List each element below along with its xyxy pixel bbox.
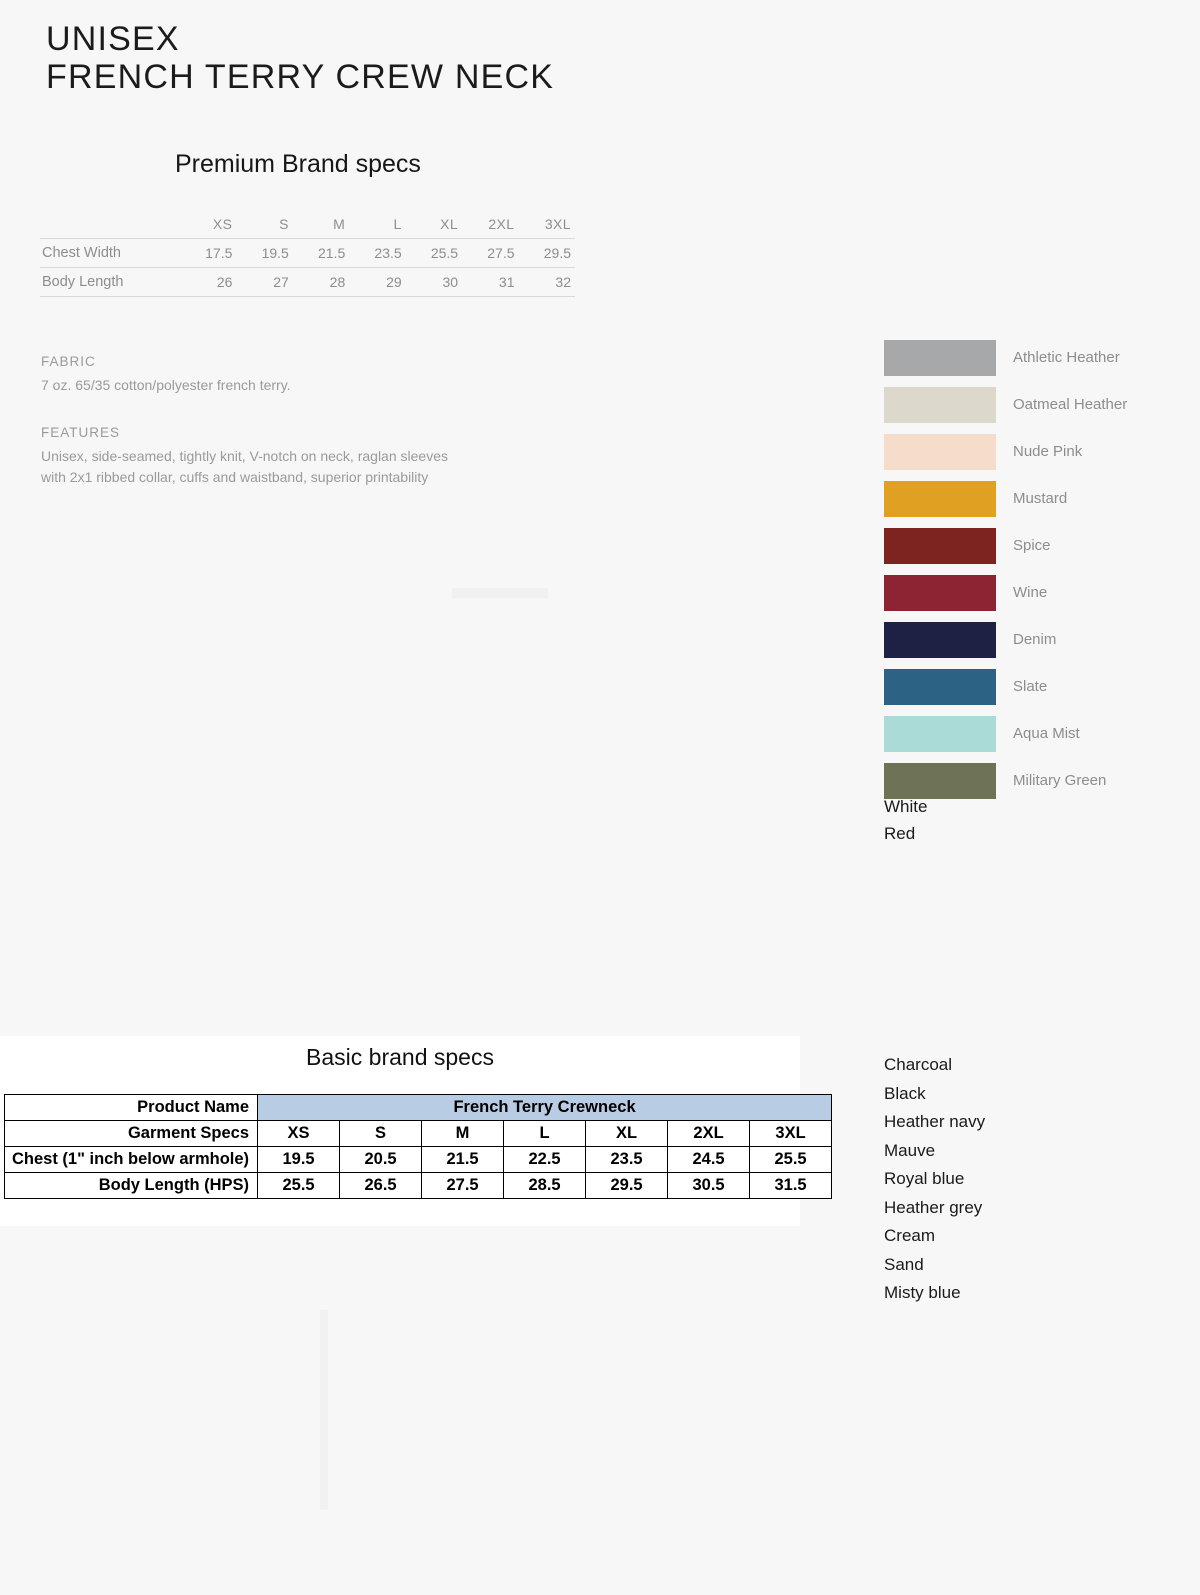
basic-size-xs: XS — [258, 1121, 340, 1147]
swatch-label: Nude Pink — [1013, 443, 1083, 460]
list-item — [884, 522, 1127, 569]
list-item — [884, 475, 1127, 522]
premium-chest-2xl: 27.5 — [487, 245, 515, 261]
product-name-value: French Terry Crewneck — [258, 1095, 832, 1121]
premium-size-xs: XS — [212, 216, 233, 232]
scan-artifact — [320, 1310, 328, 1510]
list-item: Heather grey — [884, 1197, 983, 1217]
premium-size-s: S — [279, 216, 289, 232]
basic-chest-m: 21.5 — [422, 1147, 504, 1173]
list-item: Misty blue — [884, 1283, 961, 1302]
list-item: Heather navy — [884, 1112, 986, 1131]
list-item: Charcoal — [884, 1055, 953, 1074]
basic-chest-xs: 19.5 — [258, 1147, 340, 1173]
plain-color-list-top — [884, 793, 927, 847]
basic-chest-3xl: 25.5 — [750, 1147, 832, 1173]
swatch-label: Mustard — [1013, 490, 1068, 507]
table-header-row — [5, 1121, 832, 1147]
premium-size-table — [40, 210, 575, 297]
swatch-label: Athletic Heather — [1013, 349, 1120, 366]
fabric-text: 7 oz. 65/35 cotton/polyester french terry. — [41, 376, 291, 393]
basic-size-l: L — [504, 1121, 586, 1147]
premium-length-2xl: 31 — [498, 274, 515, 290]
basic-size-xl: XL — [586, 1121, 668, 1147]
premium-chest-m: 21.5 — [317, 245, 346, 261]
premium-length-m: 28 — [329, 274, 346, 290]
list-item — [884, 334, 1127, 381]
list-item — [884, 663, 1127, 710]
list-item: Red — [884, 824, 916, 843]
basic-length-3xl: 31.5 — [750, 1173, 832, 1199]
swatch-chip-slate — [884, 669, 996, 705]
premium-length-l: 29 — [386, 274, 402, 290]
fabric-label: FABRIC — [41, 354, 96, 369]
swatch-label: Military Green — [1013, 772, 1107, 789]
list-item: Sand — [884, 1254, 924, 1274]
list-item — [884, 710, 1127, 757]
swatch-chip-aqua-mist — [884, 716, 996, 752]
basic-chest-s: 20.5 — [340, 1147, 422, 1173]
basic-specs-heading: Basic brand specs — [306, 1044, 494, 1070]
premium-specs-heading: Premium Brand specs — [175, 150, 421, 178]
swatch-chip-mustard — [884, 481, 996, 517]
premium-length-3xl: 32 — [555, 274, 571, 290]
premium-length-xl: 30 — [442, 274, 459, 290]
basic-row-label-length: Body Length (HPS) — [5, 1173, 258, 1199]
list-item: Black — [884, 1083, 926, 1103]
premium-row-label-length: Body Length — [42, 274, 124, 290]
list-item — [884, 381, 1127, 428]
basic-length-s: 26.5 — [340, 1173, 422, 1199]
table-header-row — [40, 210, 575, 239]
swatch-chip-wine — [884, 575, 996, 611]
plain-color-list-bottom — [884, 1051, 985, 1308]
list-item: Royal blue — [884, 1169, 965, 1188]
table-row — [40, 239, 575, 268]
basic-size-m: M — [422, 1121, 504, 1147]
table-row — [5, 1147, 832, 1173]
premium-row-label-chest: Chest Width — [42, 245, 121, 261]
features-text: Unisex, side-seamed, tightly knit, V-notch on neck, raglan sleeves with 2x1 ribbed collar, cuffs and waistband, superior printability — [41, 447, 448, 486]
basic-size-2xl: 2XL — [668, 1121, 750, 1147]
premium-size-3xl: 3XL — [544, 216, 571, 232]
premium-size-xl: XL — [440, 216, 459, 232]
basic-chest-2xl: 24.5 — [668, 1147, 750, 1173]
garment-specs-label: Garment Specs — [5, 1121, 258, 1147]
basic-size-3xl: 3XL — [750, 1121, 832, 1147]
premium-chest-3xl: 29.5 — [543, 245, 571, 261]
list-item: Cream — [884, 1226, 936, 1245]
basic-length-xs: 25.5 — [258, 1173, 340, 1199]
swatch-chip-oatmeal-heather — [884, 387, 996, 423]
swatch-chip-denim — [884, 622, 996, 658]
basic-row-label-chest: Chest (1" inch below armhole) — [5, 1147, 258, 1173]
features-label: FEATURES — [41, 424, 121, 440]
premium-size-2xl: 2XL — [488, 216, 515, 232]
swatch-chip-spice — [884, 528, 996, 564]
title-line-2: FRENCH TERRY CREW NECK — [46, 58, 555, 97]
premium-size-l: L — [393, 216, 402, 232]
product-name-label: Product Name — [5, 1095, 258, 1121]
list-item — [884, 569, 1127, 616]
premium-length-s: 27 — [273, 274, 289, 290]
scan-artifact — [452, 588, 548, 598]
swatch-label: Wine — [1013, 584, 1048, 601]
premium-chest-xl: 25.5 — [430, 245, 459, 261]
premium-chest-l: 23.5 — [374, 245, 402, 261]
list-item: Mauve — [884, 1140, 936, 1160]
title-line-1: UNISEX — [46, 20, 180, 58]
basic-size-s: S — [340, 1121, 422, 1147]
list-item: White — [884, 797, 928, 816]
basic-length-2xl: 30.5 — [668, 1173, 750, 1199]
table-row — [40, 268, 575, 297]
premium-corner-cell — [40, 210, 180, 239]
basic-length-m: 27.5 — [422, 1173, 504, 1199]
premium-notes — [41, 352, 471, 489]
basic-chest-l: 22.5 — [504, 1147, 586, 1173]
premium-chest-s: 19.5 — [261, 245, 289, 261]
basic-chest-xl: 23.5 — [586, 1147, 668, 1173]
page-title — [46, 20, 554, 96]
list-item — [884, 428, 1127, 475]
basic-length-l: 28.5 — [504, 1173, 586, 1199]
swatch-label: Slate — [1013, 678, 1048, 695]
basic-size-table — [4, 1094, 832, 1199]
table-row — [5, 1095, 832, 1121]
swatch-label: Aqua Mist — [1013, 725, 1080, 742]
swatch-label: Spice — [1013, 537, 1051, 554]
color-swatch-list — [884, 334, 1127, 804]
basic-length-xl: 29.5 — [586, 1173, 668, 1199]
premium-chest-xs: 17.5 — [205, 245, 233, 261]
swatch-chip-nude-pink — [884, 434, 996, 470]
swatch-label: Denim — [1013, 631, 1057, 648]
table-row — [5, 1173, 832, 1199]
list-item — [884, 616, 1127, 663]
swatch-chip-athletic-heather — [884, 340, 996, 376]
premium-size-m: M — [333, 216, 346, 232]
swatch-label: Oatmeal Heather — [1013, 396, 1128, 413]
premium-length-xs: 26 — [216, 274, 233, 290]
